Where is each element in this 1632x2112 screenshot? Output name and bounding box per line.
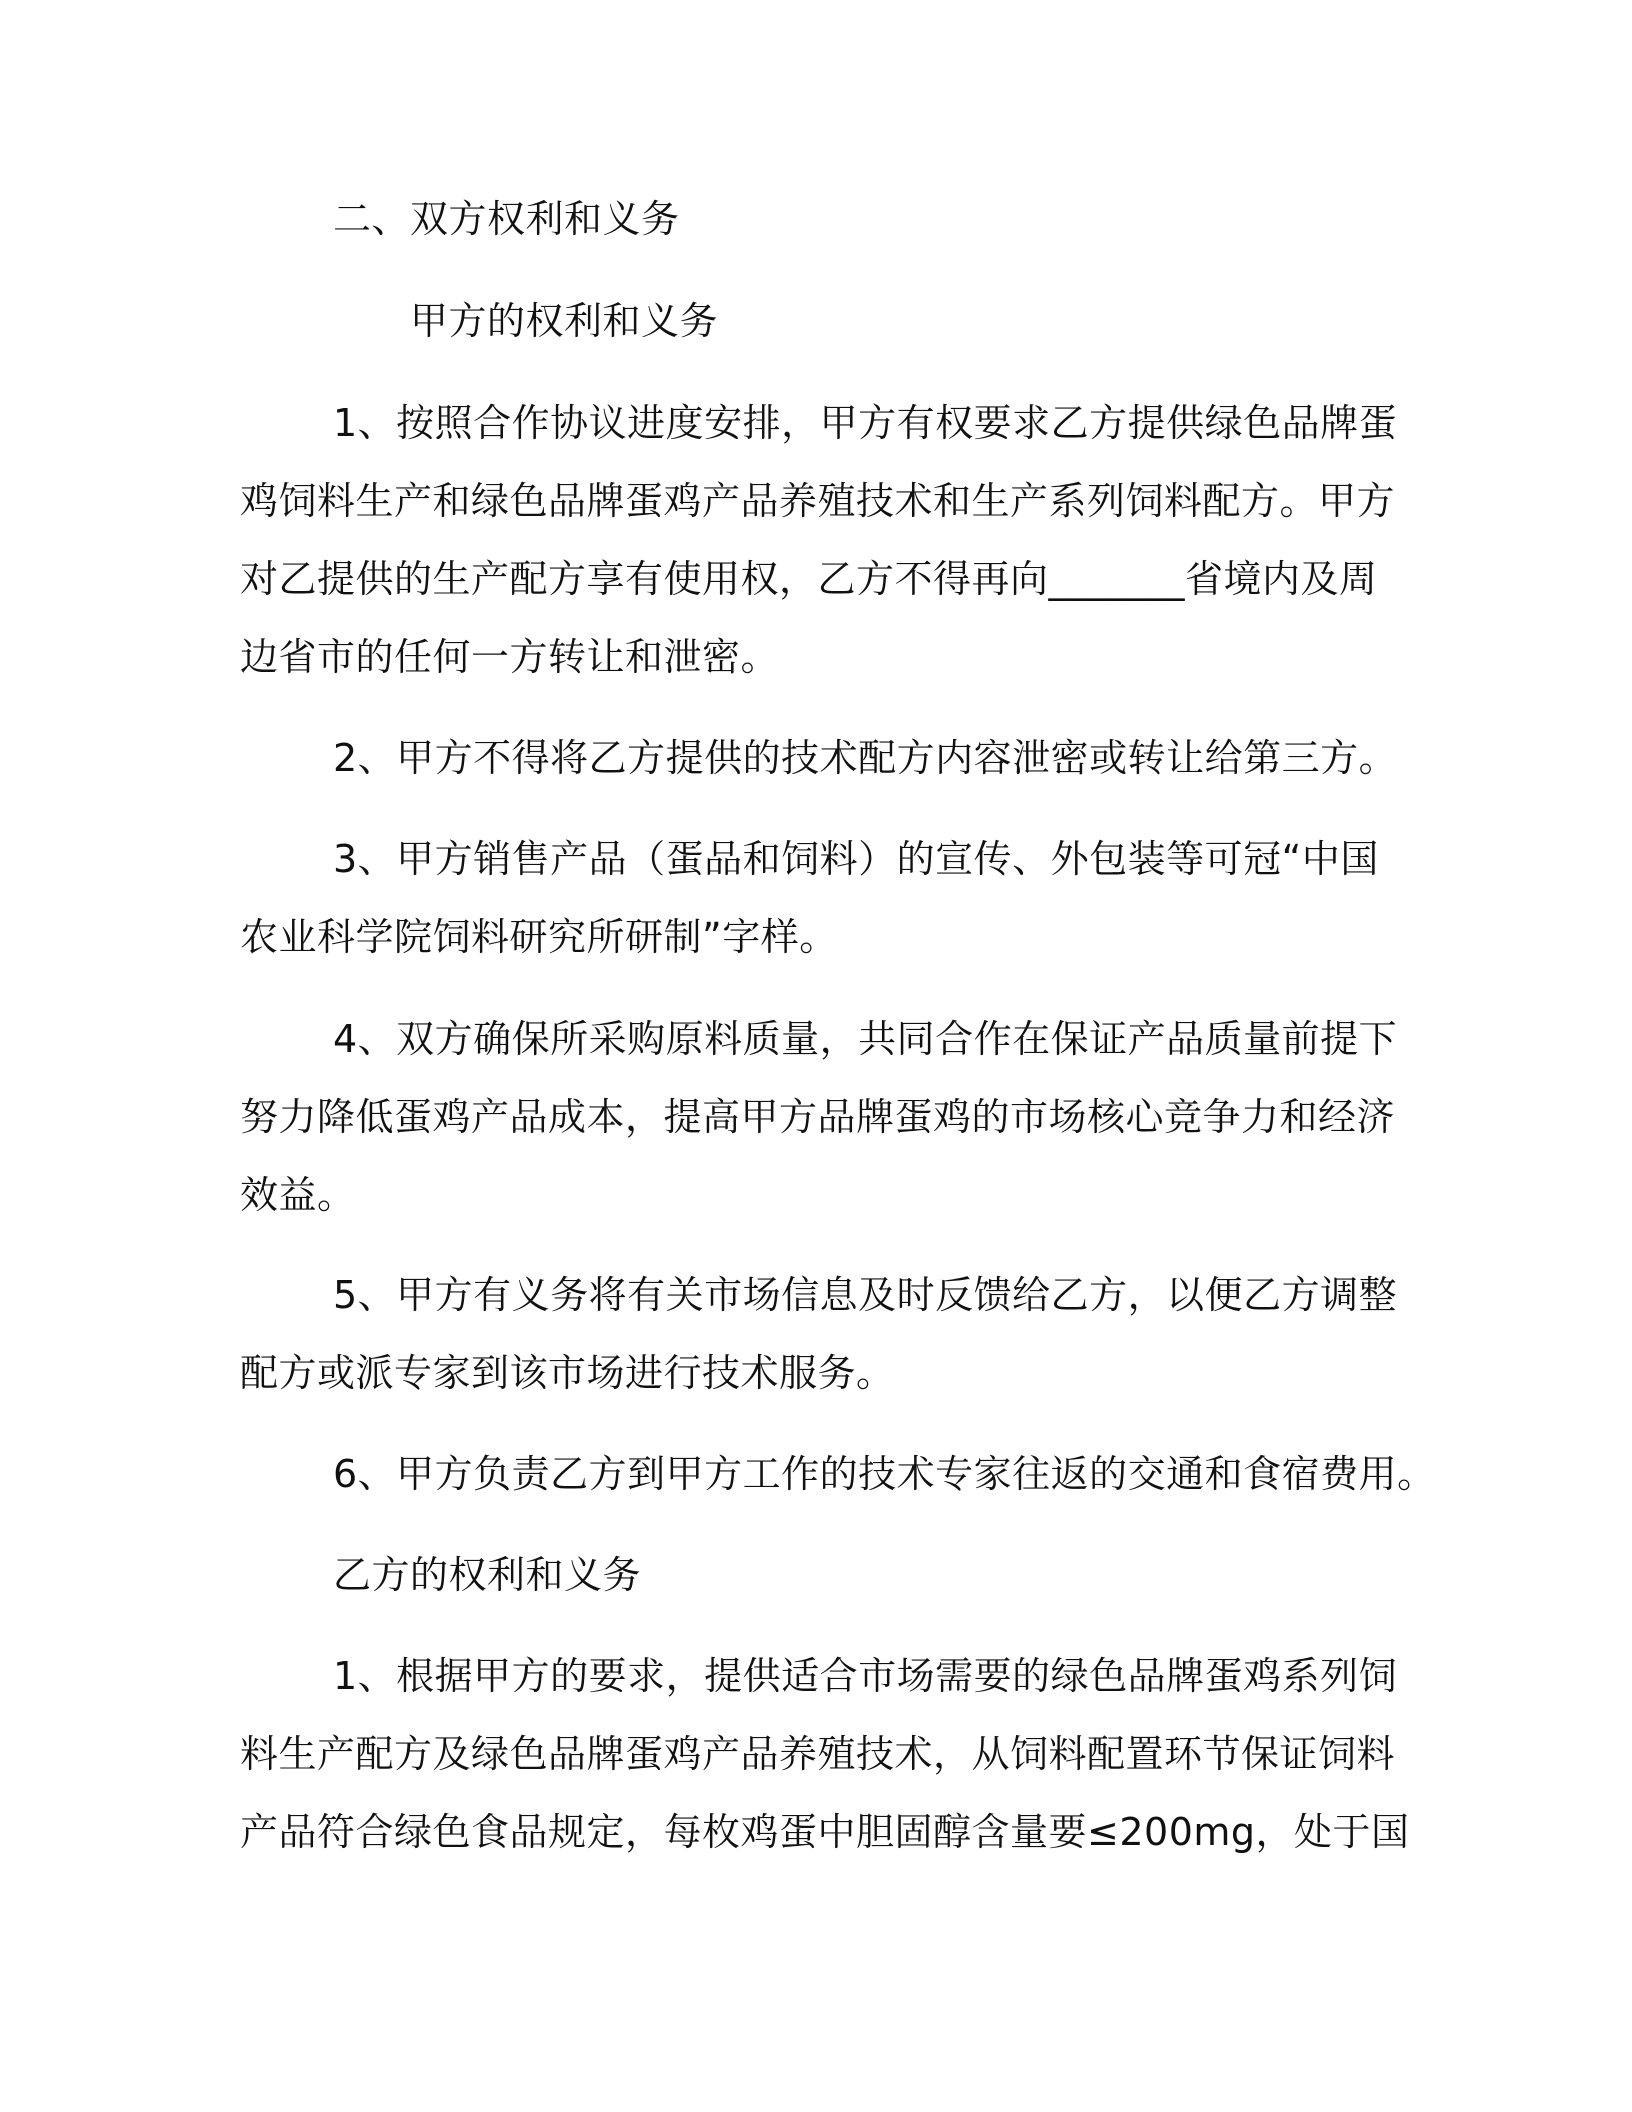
party-b-item-1-line-3: 产品符合绿色食品规定，每枚鸡蛋中胆固醇含量要≤200mg，处于国 [240, 1810, 1410, 1854]
party-a-item-1-line-3: 对乙提供的生产配方享有使用权，乙方不得再向_______省境内及周 [240, 557, 1378, 601]
party-b-item-1-line-1: 1、根据甲方的要求，提供适合市场需要的绿色品牌蛋鸡系列饲 [333, 1654, 1398, 1698]
party-a-item-1-line-2: 鸡饲料生产和绿色品牌蛋鸡产品养殖技术和生产系列饲料配方。甲方 [240, 479, 1396, 523]
party-b-heading: 乙方的权利和义务 [333, 1553, 642, 1597]
party-a-item-1-line-1: 1、按照合作协议进度安排，甲方有权要求乙方提供绿色品牌蛋 [333, 401, 1398, 445]
party-a-item-4-line-3: 效益。 [240, 1173, 356, 1217]
party-a-item-3-line-2: 农业科学院饲料研究所研制”字样。 [240, 915, 838, 959]
party-a-item-5-line-1: 5、甲方有义务将有关市场信息及时反馈给乙方，以便乙方调整 [333, 1273, 1398, 1317]
party-a-item-6-line-1: 6、甲方负责乙方到甲方工作的技术专家往返的交通和食宿费用。 [333, 1452, 1436, 1496]
party-a-item-2-line-1: 2、甲方不得将乙方提供的技术配方内容泄密或转让给第三方。 [333, 736, 1398, 780]
party-a-item-4-line-1: 4、双方确保所采购原料质量，共同合作在保证产品质量前提下 [333, 1017, 1398, 1061]
party-a-item-1-line-4: 边省市的任何一方转让和泄密。 [240, 635, 780, 679]
party-b-item-1-line-2: 料生产配方及绿色品牌蛋鸡产品养殖技术，从饲料配置环节保证饲料 [240, 1732, 1396, 1776]
party-a-heading: 甲方的权利和义务 [410, 299, 719, 343]
party-a-item-4-line-2: 努力降低蛋鸡产品成本，提高甲方品牌蛋鸡的市场核心竞争力和经济 [240, 1095, 1396, 1139]
party-a-item-5-line-2: 配方或派专家到该市场进行技术服务。 [240, 1351, 895, 1395]
party-a-item-3-line-1: 3、甲方销售产品（蛋品和饲料）的宣传、外包装等可冠“中国 [333, 837, 1379, 881]
section-title: 二、双方权利和义务 [333, 197, 680, 241]
